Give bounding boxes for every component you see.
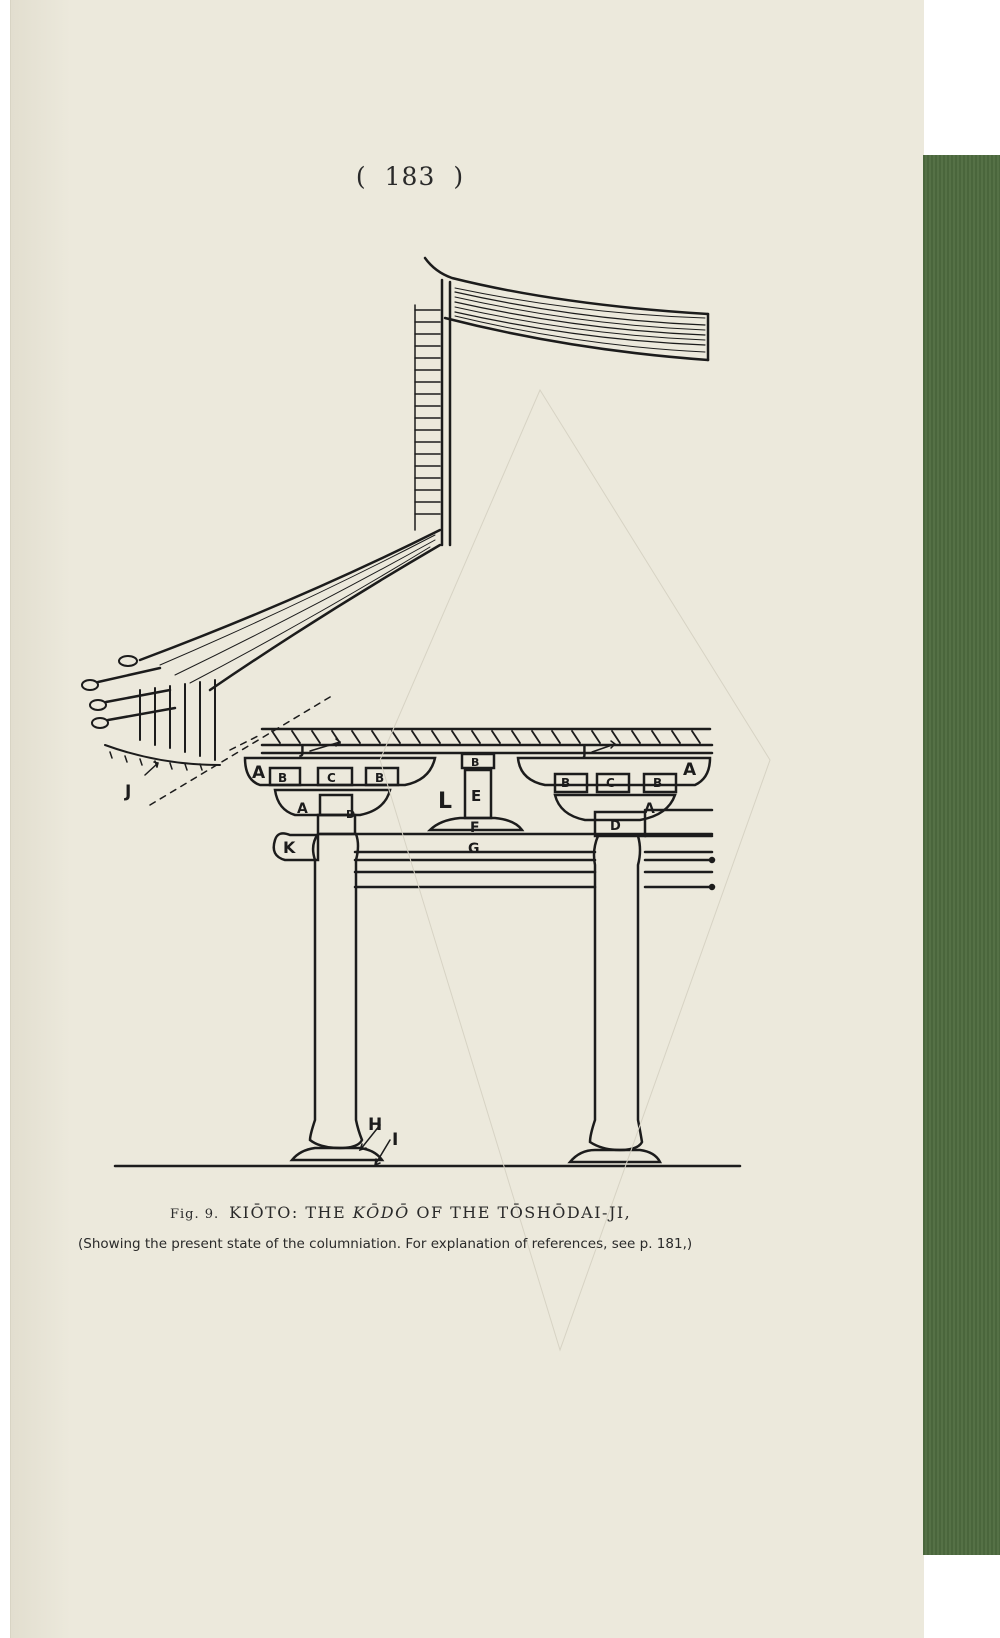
figure-number: Fig. 9. bbox=[170, 1207, 220, 1222]
page-number-value: 183 bbox=[384, 162, 436, 191]
label-d-right: D bbox=[610, 819, 621, 834]
label-g: G bbox=[468, 841, 480, 857]
dashed-guide-lower bbox=[150, 694, 335, 805]
label-a-left-2: A bbox=[297, 801, 308, 817]
label-j-right: J bbox=[582, 745, 587, 760]
label-j-top-left: J bbox=[297, 306, 298, 307]
label-b-right-2: B bbox=[653, 776, 663, 790]
label-b-right-1: B bbox=[561, 776, 571, 790]
label-a-right: A bbox=[683, 760, 697, 780]
caption-title-part-2: OF THE TŌSHŌDAI-JI, bbox=[409, 1203, 632, 1222]
right-column bbox=[570, 836, 660, 1162]
left-bracket bbox=[245, 758, 435, 834]
tie-beams bbox=[320, 834, 714, 889]
caption-title-italic: KŌDŌ bbox=[352, 1203, 410, 1222]
label-c-left: C bbox=[327, 771, 336, 785]
lower-roof bbox=[82, 530, 440, 770]
caption-title-part-1: KIŌTO: THE bbox=[229, 1203, 353, 1222]
label-d-left: D bbox=[346, 808, 356, 821]
figure-labels bbox=[124, 305, 697, 1150]
label-f: F bbox=[470, 820, 480, 836]
label-b-center: B bbox=[471, 756, 480, 769]
label-i: I bbox=[392, 1130, 399, 1150]
label-k: K bbox=[283, 838, 296, 857]
label-l: L bbox=[438, 789, 453, 814]
label-e: E bbox=[471, 787, 482, 805]
label-b-left-2: B bbox=[375, 771, 385, 785]
label-b-left-1: B bbox=[278, 771, 288, 785]
label-j-left: J bbox=[300, 743, 305, 758]
beam-strip bbox=[262, 729, 712, 753]
figure-caption-title bbox=[170, 1203, 790, 1222]
label-j-eave: J bbox=[125, 782, 132, 802]
label-a-right-2: A bbox=[644, 801, 655, 817]
label-a-left: A bbox=[252, 763, 266, 783]
label-c-right: C bbox=[606, 776, 615, 790]
page-number: ( 183 ) bbox=[355, 162, 465, 191]
left-column bbox=[292, 834, 382, 1160]
upper-wall bbox=[415, 280, 450, 545]
label-h: H bbox=[368, 1115, 383, 1135]
k-bracket bbox=[274, 833, 318, 860]
figure-caption-note: (Showing the present state of the columniation. For explanation of references, see p. 181,) bbox=[78, 1236, 693, 1252]
upper-roof bbox=[425, 258, 708, 360]
